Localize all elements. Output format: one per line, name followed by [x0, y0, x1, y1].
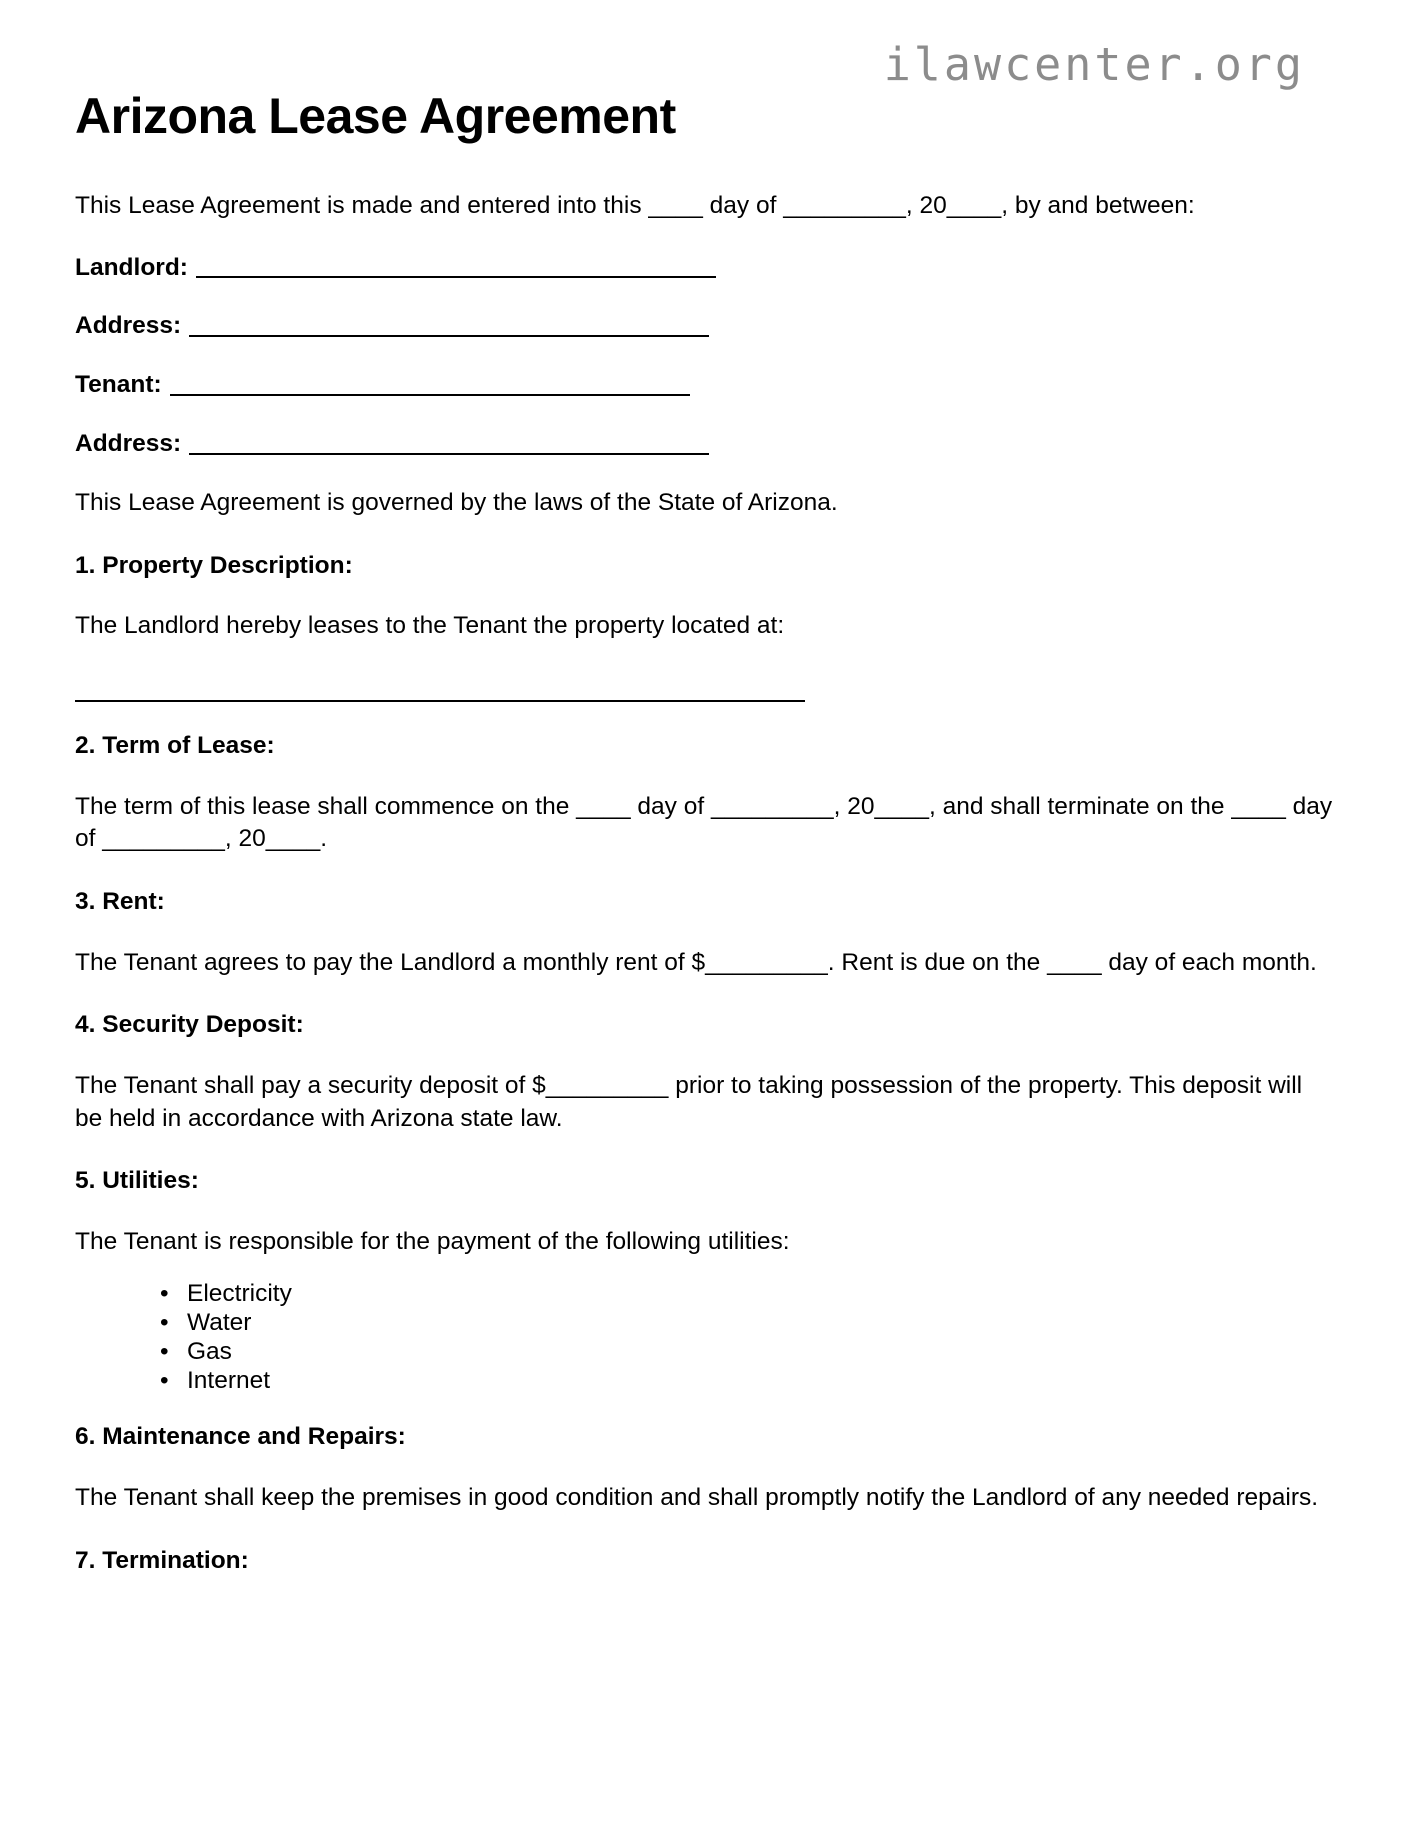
- list-item: • Electricity: [160, 1279, 1335, 1308]
- section-heading-property-description: 1. Property Description:: [75, 551, 353, 579]
- spacer: [75, 342, 1335, 369]
- spacer: [75, 1197, 1335, 1226]
- spacer: [75, 144, 1335, 190]
- spacer: [75, 1041, 1335, 1070]
- field-landlord-address: [75, 310, 1335, 342]
- section-heading-security-deposit: 4. Security Deposit:: [75, 1011, 304, 1039]
- utilities-list: [75, 1279, 1335, 1396]
- list-item: • Gas: [160, 1337, 1335, 1366]
- section-heading-term-of-lease: 2. Term of Lease:: [75, 731, 275, 759]
- spacer: [75, 856, 1335, 886]
- section-body-maintenance-and-repairs: The Tenant shall keep the premises in good condition and shall promptly notify the Landlord of any needed repairs.: [75, 1484, 1319, 1512]
- spacer: [75, 581, 1335, 610]
- field-tenant-input-rule[interactable]: [170, 394, 690, 396]
- spacer: [75, 520, 1335, 550]
- field-landlord-address-label: Address:: [75, 312, 182, 340]
- section-body-term-of-lease: The term of this lease shall commence on the ____ day of _________, 20____, and shall terminate on the ____ day of _________, 20____.: [75, 792, 1333, 853]
- spacer: [75, 1395, 1335, 1421]
- section-heading-rent: 3. Rent:: [75, 887, 165, 915]
- spacer: [75, 283, 1335, 310]
- list-item: • Internet: [160, 1366, 1335, 1395]
- field-landlord-input-rule[interactable]: [196, 276, 716, 278]
- field-tenant-address: [75, 428, 1335, 460]
- spacer: [75, 1259, 1335, 1279]
- spacer: [75, 223, 1335, 252]
- site-watermark: ilawcenter.org: [883, 38, 1305, 91]
- section-body-rent: The Tenant agrees to pay the Landlord a monthly rent of $_________. Rent is due on the ____ day of each month.: [75, 948, 1317, 976]
- spacer: [75, 918, 1335, 947]
- section-body-property-description: The Landlord hereby leases to the Tenant the property located at:: [75, 612, 785, 640]
- spacer: [75, 762, 1335, 791]
- spacer: [75, 1453, 1335, 1482]
- page-left-margin: [0, 0, 3, 1826]
- field-tenant: [75, 369, 1335, 401]
- field-landlord: [75, 252, 1335, 284]
- field-tenant-address-label: Address:: [75, 430, 182, 458]
- page-title: Arizona Lease Agreement: [75, 88, 676, 144]
- field-tenant-label: Tenant:: [75, 371, 162, 399]
- field-landlord-label: Landlord:: [75, 253, 188, 281]
- section-heading-termination: 7. Termination:: [75, 1546, 249, 1574]
- section-body-security-deposit: The Tenant shall pay a security deposit of $_________ prior to taking possession of the property. This deposit will be held in accordance with Arizona state law.: [75, 1072, 1303, 1132]
- spacer: [75, 979, 1335, 1009]
- field-landlord-address-input-rule[interactable]: [189, 335, 709, 337]
- section-heading-maintenance-and-repairs: 6. Maintenance and Repairs:: [75, 1423, 406, 1451]
- spacer: [75, 702, 1335, 730]
- spacer: [75, 460, 1335, 487]
- governing-law-paragraph: This Lease Agreement is governed by the laws of the State of Arizona.: [75, 488, 838, 516]
- spacer: [75, 401, 1335, 428]
- spacer: [75, 1515, 1335, 1545]
- field-tenant-address-input-rule[interactable]: [189, 453, 709, 455]
- intro-paragraph: This Lease Agreement is made and entered into this ____ day of _________, 20____, by and between:: [75, 192, 1195, 219]
- section-body-utilities: The Tenant is responsible for the payment of the following utilities:: [75, 1228, 790, 1256]
- document-content: [75, 0, 1335, 1577]
- spacer: [75, 1135, 1335, 1165]
- list-item: • Water: [160, 1308, 1335, 1337]
- section-heading-utilities: 5. Utilities:: [75, 1167, 199, 1195]
- spacer: [75, 643, 1335, 700]
